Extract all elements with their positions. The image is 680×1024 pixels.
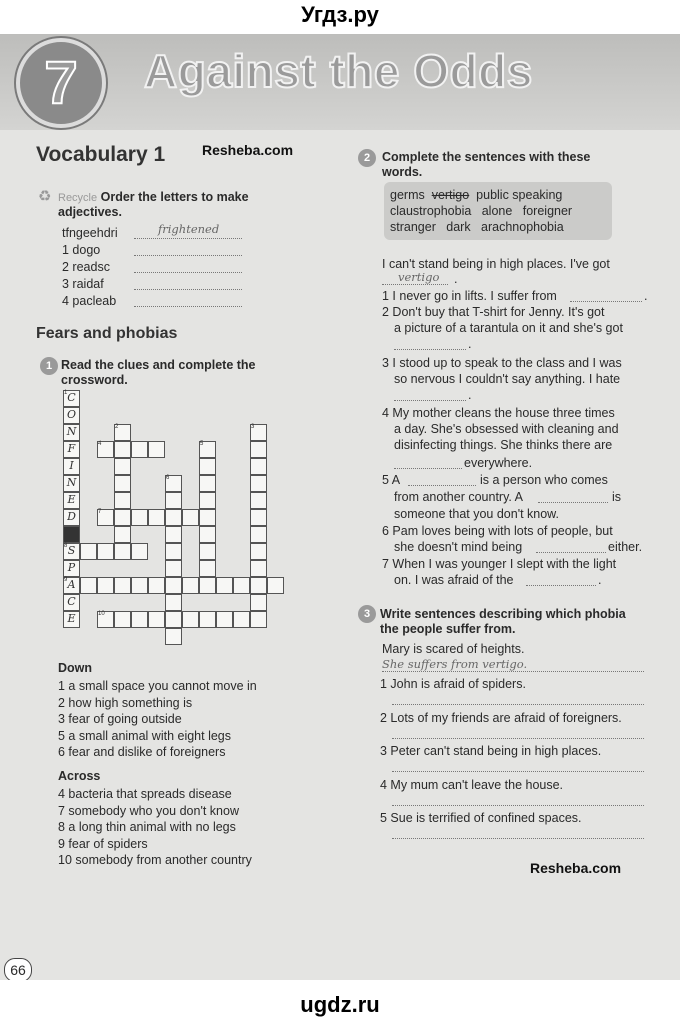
crossword-letter: C bbox=[67, 595, 76, 608]
period: . bbox=[644, 289, 648, 303]
crossword-letter: C bbox=[67, 391, 76, 404]
crossword-cell[interactable] bbox=[165, 611, 182, 628]
period: . bbox=[598, 573, 602, 587]
unit-number-badge bbox=[16, 38, 106, 128]
crossword-clue-number: 6 bbox=[166, 475, 170, 481]
word-dark: dark bbox=[446, 220, 471, 234]
crossword-clue-number: 2 bbox=[115, 424, 119, 430]
crossword-cell[interactable] bbox=[199, 458, 216, 475]
crossword-cell[interactable] bbox=[148, 611, 165, 628]
answer-line[interactable] bbox=[382, 284, 448, 285]
crossword-cell[interactable] bbox=[216, 577, 233, 594]
ex3-item: 1 John is afraid of spiders. bbox=[380, 677, 526, 691]
crossword-cell[interactable] bbox=[165, 509, 182, 526]
crossword-cell[interactable] bbox=[114, 475, 131, 492]
ex2-example: I can't stand being in high places. I've got bbox=[382, 257, 610, 271]
unit-number: 7 bbox=[44, 49, 78, 116]
word-box-row-1 bbox=[390, 188, 562, 202]
answer-line[interactable] bbox=[392, 738, 644, 739]
answer-line[interactable] bbox=[134, 306, 242, 307]
ex2-line-7: 7 When I was younger I slept with the light bbox=[382, 557, 617, 571]
crossword-cell[interactable] bbox=[233, 611, 250, 628]
crossword-cell[interactable] bbox=[148, 441, 165, 458]
ex2-instruction-line-2: words. bbox=[382, 165, 423, 179]
crossword-cell[interactable] bbox=[165, 628, 182, 645]
ex2-line-5: 5 A bbox=[382, 473, 401, 487]
ex2-line-3b: so nervous I couldn't say anything. I hate bbox=[394, 372, 621, 386]
crossword-letter: D bbox=[67, 510, 76, 523]
answer-line[interactable] bbox=[134, 272, 242, 273]
crossword-cell[interactable] bbox=[182, 611, 199, 628]
period: . bbox=[468, 388, 472, 402]
crossword-cell[interactable] bbox=[131, 611, 148, 628]
crossword-cell[interactable] bbox=[250, 509, 267, 526]
crossword-cell[interactable] bbox=[80, 577, 97, 594]
crossword-cell[interactable] bbox=[250, 475, 267, 492]
ex2-line-6b: she doesn't mind being bbox=[394, 540, 523, 554]
down-heading: Down bbox=[58, 661, 93, 675]
across-clue: 7 somebody who you don't know bbox=[58, 803, 239, 818]
crossword-letter: A bbox=[67, 578, 76, 591]
answer-line[interactable] bbox=[382, 671, 644, 672]
crossword-cell[interactable] bbox=[80, 543, 97, 560]
answer-line[interactable] bbox=[392, 838, 644, 839]
crossword-cell[interactable] bbox=[148, 509, 165, 526]
crossword-clue-number: 1 bbox=[64, 390, 68, 396]
period: . bbox=[468, 337, 472, 351]
ex2-instruction-line-1: Complete the sentences with these bbox=[382, 150, 591, 164]
down-clue: 3 fear of going outside bbox=[58, 712, 182, 726]
ex3-example-answer: She suffers from vertigo. bbox=[382, 657, 528, 671]
crossword-clue-number: 9 bbox=[64, 577, 68, 583]
ex2-line-4: 4 My mother cleans the house three times bbox=[382, 406, 615, 420]
ex2-line-3: 3 I stood up to speak to the class and I was bbox=[382, 356, 622, 370]
crossword-cell[interactable] bbox=[114, 611, 131, 628]
crossword-cell[interactable] bbox=[250, 526, 267, 543]
ex2-line-5d: is bbox=[612, 490, 622, 504]
crossword-letter: E bbox=[67, 493, 76, 506]
crossword-cell[interactable] bbox=[114, 492, 131, 509]
answer-line[interactable] bbox=[570, 301, 642, 302]
crossword-cell bbox=[63, 526, 80, 543]
exercise-2-badge: 2 bbox=[358, 149, 376, 167]
ex2-line-7b: on. I was afraid of the bbox=[394, 573, 514, 587]
crossword-cell[interactable] bbox=[250, 594, 267, 611]
fears-heading: Fears and phobias bbox=[36, 325, 178, 342]
word-box-row-3 bbox=[390, 220, 564, 234]
word-arachnophobia: arachnophobia bbox=[481, 220, 564, 234]
answer-line[interactable] bbox=[394, 349, 466, 350]
crossword-cell[interactable] bbox=[199, 543, 216, 560]
crossword-cell[interactable] bbox=[199, 611, 216, 628]
crossword-cell[interactable] bbox=[165, 526, 182, 543]
crossword-letter: S bbox=[67, 544, 76, 557]
crossword-cell[interactable] bbox=[182, 509, 199, 526]
crossword-cell[interactable] bbox=[250, 560, 267, 577]
crossword-letter: F bbox=[67, 442, 76, 455]
crossword-cell[interactable] bbox=[131, 543, 148, 560]
ex3-instruction-line-2: the people suffer from. bbox=[380, 622, 516, 636]
across-clue: 9 fear of spiders bbox=[58, 836, 148, 851]
crossword-cell[interactable] bbox=[250, 441, 267, 458]
recycle-label: Recycle bbox=[58, 192, 98, 204]
recycle-item-2: 2 readsc bbox=[62, 260, 110, 274]
ex2-line-5c: from another country. A bbox=[394, 490, 523, 504]
crossword-letter: N bbox=[66, 476, 77, 489]
down-clue: 5 a small animal with eight legs bbox=[58, 728, 231, 743]
crossword-cell[interactable] bbox=[165, 594, 182, 611]
recycle-instruction-line-2: adjectives. bbox=[58, 205, 122, 219]
crossword-clue-number: 4 bbox=[98, 441, 102, 447]
word-vertigo: vertigo bbox=[431, 188, 470, 202]
recycle-answer-0: frightened bbox=[158, 222, 220, 236]
ex2-line-6c: either. bbox=[608, 540, 643, 554]
ex2-line-2: 2 Don't buy that T-shirt for Jenny. It's got bbox=[382, 305, 605, 319]
crossword-letter: P bbox=[67, 561, 76, 574]
recycle-item-1: 1 dogo bbox=[62, 243, 101, 257]
word-foreigner: foreigner bbox=[522, 204, 573, 218]
unit-title: Against the Odds bbox=[144, 45, 533, 97]
down-clue: 1 a small space you cannot move in bbox=[58, 679, 257, 693]
ex2-line-1: 1 I never go in lifts. I suffer from bbox=[382, 289, 557, 303]
crossword-cell[interactable] bbox=[182, 577, 199, 594]
crossword-cell[interactable] bbox=[250, 458, 267, 475]
answer-line[interactable] bbox=[408, 485, 476, 486]
ex3-item: 2 Lots of my friends are afraid of foreigners. bbox=[380, 710, 622, 725]
crossword-cell[interactable] bbox=[114, 526, 131, 543]
crossword-clue-number: 7 bbox=[98, 509, 102, 515]
ex1-instruction-line-2: crossword. bbox=[61, 373, 128, 387]
answer-line[interactable] bbox=[134, 289, 242, 290]
recycle-item-0: tfngeehdri bbox=[62, 226, 118, 240]
crossword-clue-number: 5 bbox=[200, 441, 204, 447]
crossword-cell[interactable] bbox=[97, 543, 114, 560]
period: . bbox=[454, 272, 458, 286]
word-public-speaking: public speaking bbox=[476, 188, 563, 202]
crossword-cell[interactable] bbox=[199, 492, 216, 509]
across-clue: 4 bacteria that spreads disease bbox=[58, 787, 232, 801]
crossword-cell[interactable] bbox=[199, 560, 216, 577]
answer-line[interactable] bbox=[394, 468, 462, 469]
answer-line[interactable] bbox=[526, 585, 596, 586]
ex2-line-4b: a day. She's obsessed with cleaning and bbox=[394, 422, 619, 436]
crossword-cell[interactable] bbox=[250, 492, 267, 509]
crossword-cell[interactable] bbox=[199, 577, 216, 594]
recycle-item-3: 3 raidaf bbox=[62, 277, 104, 291]
down-clue: 2 how high something is bbox=[58, 695, 193, 710]
word-claustrophobia: claustrophobia bbox=[390, 204, 472, 218]
ex2-example-answer: vertigo bbox=[398, 270, 440, 284]
ex3-example: Mary is scared of heights. bbox=[382, 642, 525, 656]
answer-line[interactable] bbox=[392, 805, 644, 806]
answer-line[interactable] bbox=[536, 552, 606, 553]
crossword-cell[interactable] bbox=[250, 577, 267, 594]
word-stranger: stranger bbox=[390, 220, 436, 234]
crossword-clue-number: 3 bbox=[251, 424, 255, 430]
crossword-cell[interactable] bbox=[199, 526, 216, 543]
page-number: 66 bbox=[4, 958, 32, 982]
crossword-cell[interactable] bbox=[131, 509, 148, 526]
crossword-letter: N bbox=[66, 425, 77, 438]
word-germs: germs bbox=[390, 188, 425, 202]
crossword-cell[interactable] bbox=[148, 577, 165, 594]
ex3-instruction-line-1: Write sentences describing which phobia bbox=[380, 607, 626, 621]
crossword-cell[interactable] bbox=[114, 458, 131, 475]
answer-line[interactable] bbox=[134, 238, 242, 239]
crossword-cell[interactable] bbox=[114, 441, 131, 458]
crossword-cell[interactable] bbox=[233, 577, 250, 594]
word-box-row-2 bbox=[390, 204, 572, 218]
crossword-cell[interactable] bbox=[114, 543, 131, 560]
recycle-instruction-line-1 bbox=[58, 190, 249, 204]
recycle-item-4: 4 pacleab bbox=[62, 294, 117, 308]
answer-line[interactable] bbox=[392, 771, 644, 772]
ex2-line-5b: is a person who comes bbox=[480, 473, 608, 487]
crossword-clue-number: 8 bbox=[64, 543, 68, 549]
ex3-item: 5 Sue is terrified of confined spaces. bbox=[380, 811, 582, 825]
crossword-letter: E bbox=[67, 612, 76, 625]
vocabulary-heading: Vocabulary 1 bbox=[36, 143, 166, 166]
crossword-cell[interactable] bbox=[199, 475, 216, 492]
exercise-3-badge: 3 bbox=[358, 605, 376, 623]
answer-line[interactable] bbox=[392, 704, 644, 705]
site-title-bottom: ugdz.ru bbox=[300, 992, 380, 1017]
crossword-cell[interactable] bbox=[216, 611, 233, 628]
crossword-cell[interactable] bbox=[165, 492, 182, 509]
crossword-cell[interactable] bbox=[131, 577, 148, 594]
crossword-cell[interactable] bbox=[114, 509, 131, 526]
ex3-item: 3 Peter can't stand being in high places. bbox=[380, 744, 602, 758]
crossword-cell[interactable] bbox=[165, 560, 182, 577]
crossword-clue-number: 10 bbox=[98, 611, 105, 617]
watermark-bottom: Resheba.com bbox=[530, 860, 622, 876]
ex2-line-4d: everywhere. bbox=[464, 456, 533, 470]
ex2-line-5e: someone that you don't know. bbox=[394, 507, 559, 521]
crossword-cell[interactable] bbox=[97, 577, 114, 594]
answer-line[interactable] bbox=[134, 255, 242, 256]
answer-line[interactable] bbox=[394, 400, 466, 401]
answer-line[interactable] bbox=[538, 502, 608, 503]
crossword-cell[interactable] bbox=[250, 611, 267, 628]
crossword-cell[interactable] bbox=[199, 509, 216, 526]
crossword-cell[interactable] bbox=[131, 441, 148, 458]
ex1-instruction-line-1: Read the clues and complete the bbox=[61, 358, 256, 372]
ex2-line-2b: a picture of a tarantula on it and she's got bbox=[394, 321, 623, 335]
crossword-cell[interactable] bbox=[114, 577, 131, 594]
crossword-cell[interactable] bbox=[267, 577, 284, 594]
ex2-line-6: 6 Pam loves being with lots of people, but bbox=[382, 524, 613, 538]
site-title-top: Угдз.ру bbox=[301, 2, 379, 27]
across-heading: Across bbox=[58, 769, 101, 783]
crossword-cell[interactable] bbox=[250, 543, 267, 560]
ex2-line-4c: disinfecting things. She thinks there are bbox=[394, 438, 613, 452]
recycle-icon: ♻ bbox=[38, 188, 52, 205]
crossword-letter: I bbox=[69, 459, 74, 472]
watermark-top: Resheba.com bbox=[202, 142, 294, 158]
across-clue: 10 somebody from another country bbox=[58, 853, 252, 867]
across-clue: 8 a long thin animal with no legs bbox=[58, 820, 236, 834]
exercise-1-badge: 1 bbox=[40, 357, 58, 375]
crossword-letter: O bbox=[66, 408, 77, 421]
down-clue: 6 fear and dislike of foreigners bbox=[58, 745, 226, 759]
recycle-instruction-text: Order the letters to make bbox=[100, 190, 249, 204]
word-alone: alone bbox=[481, 204, 513, 218]
ex3-item: 4 My mum can't leave the house. bbox=[380, 777, 564, 792]
crossword-cell[interactable] bbox=[165, 543, 182, 560]
crossword-cell[interactable] bbox=[165, 577, 182, 594]
